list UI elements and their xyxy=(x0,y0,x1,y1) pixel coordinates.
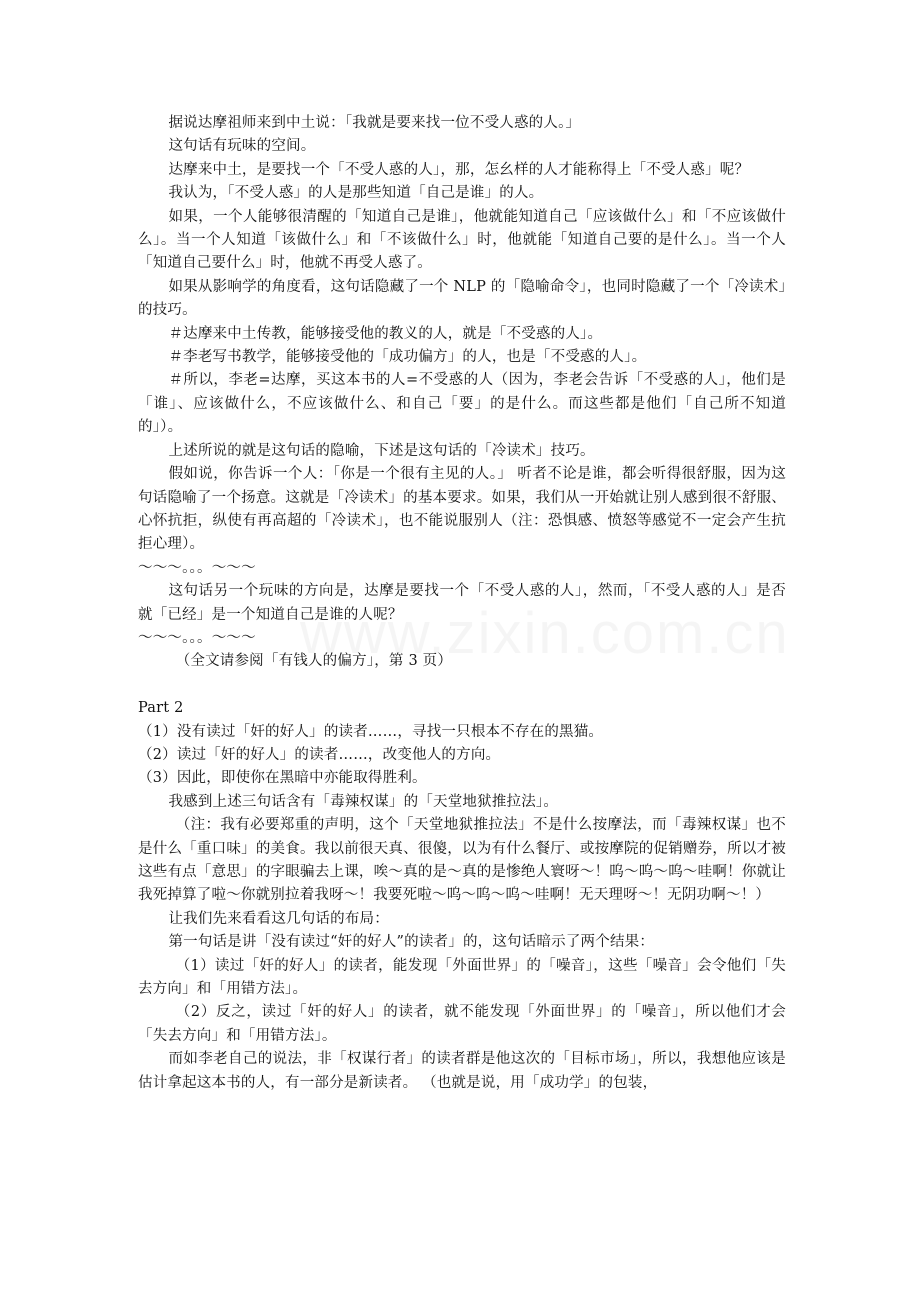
document-page xyxy=(138,112,786,1095)
paragraph: 而如李老自己的说法，非「权谋行者」的读者群是他这次的「目标市场」，所以，我想他应该是估计拿起这本书的人，有一部分是新读者。 （也就是说，用「成功学」的包装， xyxy=(138,1051,786,1091)
section-heading: Part 2 xyxy=(138,700,184,717)
paragraph: 我感到上述三句话含有「毒辣权谋」的「天堂地狱推拉法」。 xyxy=(168,793,559,810)
blank-line xyxy=(138,674,786,697)
paragraph: ＃所以，李老=达摩，买这本书的人=不受惑的人（因为，李老会告诉「不受惑的人」，他们是「谁」、应该做什么，不应该做什么、和自己「要」的是什么。而这些都是他们「自己所不知道的」）。 xyxy=(138,372,786,436)
numbered-item: （1）没有读过「奸的好人」的读者……，寻找一只根本不存在的黑猫。 xyxy=(138,723,604,740)
paragraph: 据说达摩祖师来到中土说：「我就是要来找一位不受人惑的人。」 xyxy=(168,115,581,131)
numbered-item: （2）读过「奸的好人」的读者……，改变他人的方向。 xyxy=(138,746,501,763)
paragraph: 如果，一个人能够很清醒的「知道自己是谁」，他就能知道自己「应该做什么」和「不应该做什么」。当一个人知道「该做什么」和「不该做什么」时，他就能「知道自己要的是什么」。当一个人「知道自己要什么」时，他就不再受人惑了。 xyxy=(138,208,786,272)
numbered-item: （3）因此，即使你在黑暗中亦能取得胜利。 xyxy=(138,770,427,787)
paragraph: 假如说，你告诉一个人：「你是一个很有主见的人。」 听者不论是谁，都会听得很舒服，因为这句话隐喻了一个扬意。这就是「冷读术」的基本要求。如果，我们从一开始就让别人感到很不舒服、心怀抗拒，纵使有再高超的「冷读术」，也不能说服别人（注：恐惧感、愤怒等感觉不一定会产生抗拒心理）。 xyxy=(138,466,786,553)
note-paragraph: （注：我有必要郑重的声明，这个「天堂地狱推拉法」不是什么按摩法，而「毒辣权谋」也不是什么「重口味」的美食。我以前很天真、很傻，以为有什么餐厅、或按摩院的促销赠券，所以才被这些有点「意思」的字眼骗去上课，唉～真的是～真的是惨绝人寰呀～！呜～呜～呜～哇啊！你就让我死掉算了啦～你就别拉着我呀～！我要死啦～呜～呜～呜～哇啊！无天理呀～！无阴功啊～！） xyxy=(138,817,786,904)
paragraph: 上述所说的就是这句话的隐喻，下述是这句话的「冷读术」技巧。 xyxy=(168,442,595,459)
reference-note: （全文请参阅「有钱人的偏方」，第 3 页） xyxy=(175,653,453,670)
paragraph: 第一句话是讲「没有读过“奸的好人”的读者」的，这句话暗示了两个结果： xyxy=(168,934,655,951)
paragraph: 这句话有玩味的空间。 xyxy=(168,138,316,155)
numbered-paragraph: （1）读过「奸的好人」的读者，能发现「外面世界」的「噪音」，这些「噪音」会令他们「失去方向」和「用错方法」。 xyxy=(138,957,786,998)
numbered-paragraph: （2）反之，读过「奸的好人」的读者，就不能发现「外面世界」的「噪音」，所以他们才会「失去方向」和「用错方法」。 xyxy=(138,1004,786,1044)
paragraph: 这句话另一个玩味的方向是，达摩是要找一个「不受人惑的人」，然而，「不受人惑的人」是否就「已经」是一个知道自己是谁的人呢？ xyxy=(138,583,786,623)
paragraph: ＃达摩来中土传教，能够接受他的教义的人，就是「不受惑的人」。 xyxy=(168,325,603,342)
paragraph: 如果从影响学的角度看，这句话隐藏了一个 NLP 的「隐喻命令」，也同时隐藏了一个「冷读术」的技巧。 xyxy=(138,278,786,319)
paragraph: 达摩来中土，是要找一个「不受人惑的人」，那，怎幺样的人才能称得上「不受人惑」呢？ xyxy=(168,161,750,178)
paragraph: 我认为，「不受人惑」的人是那些知道「自己是谁」的人。 xyxy=(168,185,544,202)
separator-line: ～～～。。。～～～ xyxy=(138,629,256,646)
separator-line: ～～～。。。～～～ xyxy=(138,559,256,576)
paragraph: 让我们先来看看这几句话的布局： xyxy=(168,910,389,927)
paragraph: ＃李老写书教学，能够接受他的「成功偏方」的人，也是「不受惑的人」。 xyxy=(168,349,647,366)
